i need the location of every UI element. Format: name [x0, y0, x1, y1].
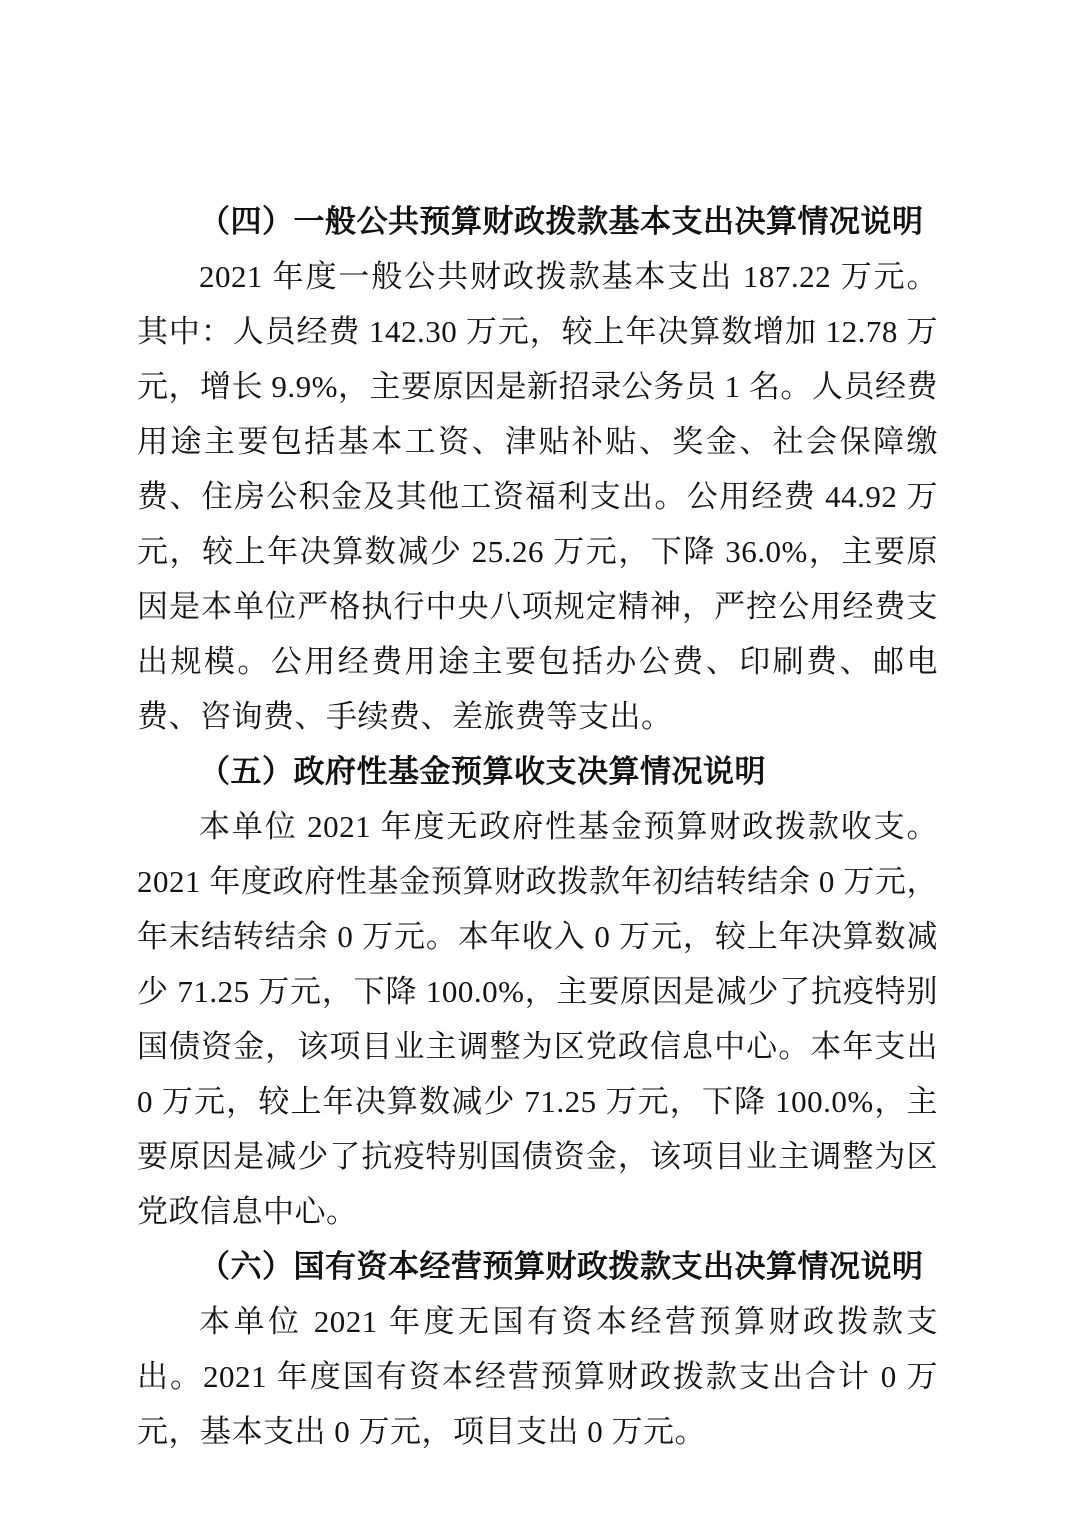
paragraph: 2021 年度一般公共财政拨款基本支出 187.22 万元。其中：人员经费 142.30 万元，较上年决算数增加 12.78 万元，增长 9.9%，主要原因是新招录公务员 1 名。人员经费用途主要包括基本工资、津贴补贴、奖金、社会保障缴费、住房公积金及其他工资福利支出。公用经费 44.92 万元，较上年决算数减少 25.26 万元，下降 36.0%，主要原因是本单位严格执行中央八项规定精神，严控公用经费支出规模。公用经费用途主要包括办公费、印刷费、邮电费、咨询费、手续费、差旅费等支出。 — [137, 259, 938, 734]
section-state-capital — [137, 1239, 938, 1459]
section-government-fund — [137, 744, 938, 1239]
page-content — [137, 194, 938, 1459]
section-heading: （五）政府性基金预算收支决算情况说明 — [199, 754, 766, 789]
paragraph: 本单位 2021 年度无国有资本经营预算财政拨款支出。2021 年度国有资本经营预算财政拨款支出合计 0 万元，基本支出 0 万元，项目支出 0 万元。 — [137, 1304, 938, 1449]
section-basic-expenditure — [137, 194, 938, 744]
section-heading: （六）国有资本经营预算财政拨款支出决算情况说明 — [199, 1249, 924, 1284]
section-heading: （四）一般公共预算财政拨款基本支出决算情况说明 — [199, 204, 924, 239]
paragraph: 本单位 2021 年度无政府性基金预算财政拨款收支。2021 年度政府性基金预算财政拨款年初结转结余 0 万元，年末结转结余 0 万元。本年收入 0 万元，较上年决算数减少 71.25 万元，下降 100.0%，主要原因是减少了抗疫特别国债资金，该项目业主调整为区党政信息中心。本年支出 0 万元，较上年决算数减少 71.25 万元，下降 100.0%，主要原因是减少了抗疫特别国债资金，该项目业主调整为区党政信息中心。 — [137, 809, 938, 1229]
